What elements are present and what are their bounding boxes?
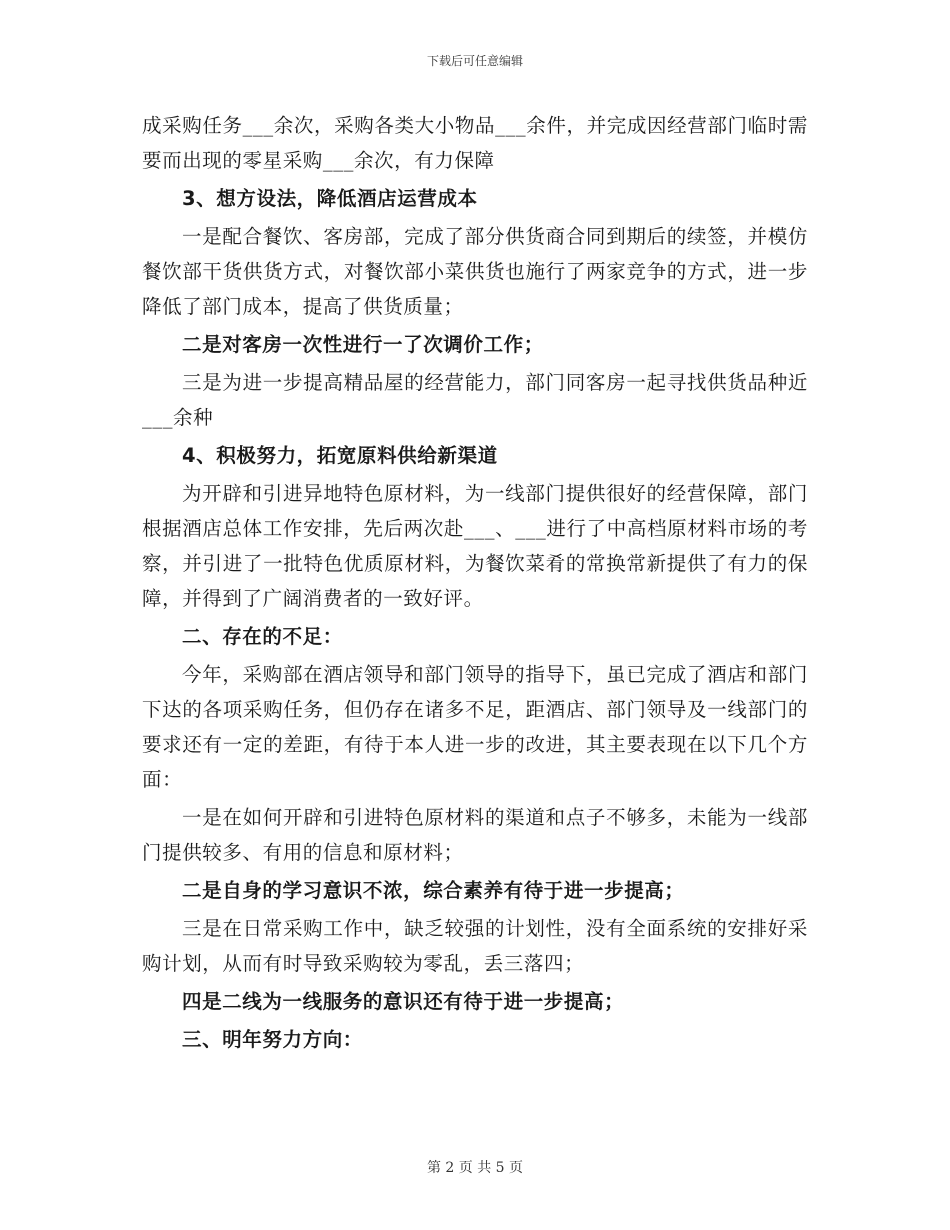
section-heading: 三、明年努力方向：: [182, 1028, 363, 1051]
section-heading: 二是自身的学习意识不浓，综合素养有待于进一步提高；: [182, 879, 685, 902]
section-heading: 二是对客房一次性进行一了次调价工作；: [182, 333, 544, 356]
body-paragraph: 三是在日常采购工作中，缺乏较强的计划性，没有全面系统的安排好采购计划，从而有时导致采购较为零乱，丢三落四；: [142, 917, 808, 975]
page-footer: 第 2 页 共 5 页: [426, 1160, 524, 1176]
body-paragraph: 成采购任务___余次，采购各类大小物品___余件，并完成因经营部门临时需要而出现的零星采购___余次，有力保障: [142, 114, 808, 172]
document-body: [142, 108, 808, 1060]
section-heading: 二、存在的不足：: [182, 625, 343, 648]
section-heading: 四是二线为一线服务的意识还有待于进一步提高；: [182, 990, 625, 1013]
body-paragraph: 三是为进一步提高精品屋的经营能力，部门同客房一起寻找供货品种近___余种: [142, 371, 808, 429]
body-paragraph: 今年，采购部在酒店领导和部门领导的指导下，虽已完成了酒店和部门下达的各项采购任务，但仍存在诸多不足，距酒店、部门领导及一线部门的要求还有一定的差距，有待于本人进一步的改进，其主要表现在以下几个方面：: [142, 663, 808, 791]
section-heading: 3、想方设法，降低酒店运营成本: [182, 187, 478, 210]
body-paragraph: 为开辟和引进异地特色原材料，为一线部门提供很好的经营保障，部门根据酒店总体工作安排，先后两次赴___、___进行了中高档原材料市场的考察，并引进了一批特色优质原材料，为餐饮菜肴的常换常新提供了有力的保障，并得到了广阔消费者的一致好评。: [142, 482, 808, 610]
body-paragraph: 一是配合餐饮、客房部，完成了部分供货商合同到期后的续签，并模仿餐饮部干货供货方式，对餐饮部小菜供货也施行了两家竞争的方式，进一步降低了部门成本，提高了供货质量；: [142, 225, 808, 318]
section-heading: 4、积极努力，拓宽原料供给新渠道: [182, 444, 498, 467]
page-header-note: 下载后可任意编辑: [426, 54, 523, 68]
body-paragraph: 一是在如何开辟和引进特色原材料的渠道和点子不够多，未能为一线部门提供较多、有用的信息和原材料；: [142, 806, 808, 864]
